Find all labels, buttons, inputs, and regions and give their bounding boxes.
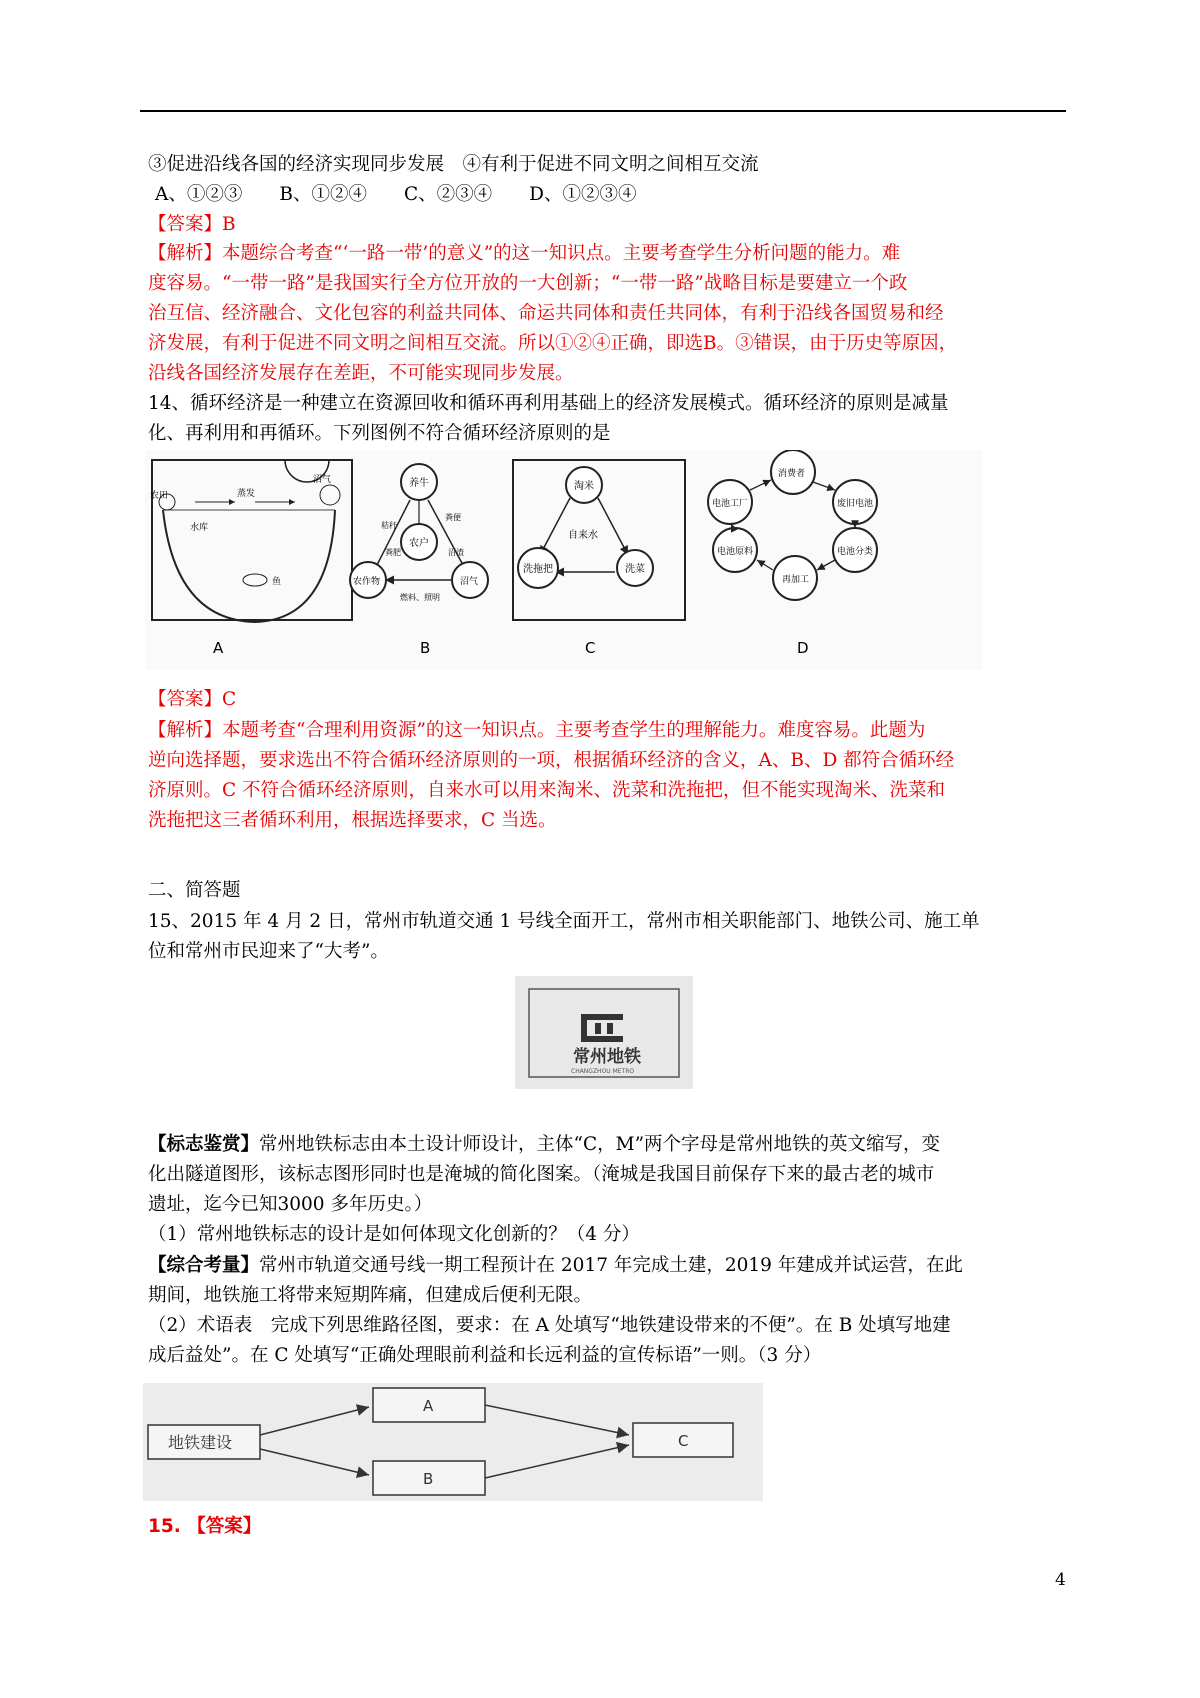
- panel-a-label: A: [213, 639, 224, 657]
- q15-sub2-line: 成后益处”。在 C 处填写“正确处理眼前利益和长远利益的宣传标语”一则。（3 分）: [148, 1345, 822, 1366]
- q14-figure: [145, 450, 983, 670]
- node-label: 电池分类: [837, 547, 874, 557]
- q15-consider-line: 期间，地铁施工将带来短期阵痛，但建成后便利无限。: [148, 1285, 593, 1306]
- edge-label: 秸秆: [381, 521, 397, 530]
- node-label: 电池原料: [717, 547, 754, 557]
- q15-sub2-line: （2）术语表 完成下列思维路径图，要求：在 A 处填写“地铁建设带来的不便”。在 B 处填写地建: [148, 1315, 951, 1336]
- node-label: 再加工: [782, 575, 810, 585]
- center-label: 自来水: [568, 530, 598, 541]
- panel-a: [150, 460, 352, 657]
- edge-label: 粪肥: [385, 548, 401, 557]
- node-label: 养牛: [409, 478, 429, 489]
- edge-label: 粪便: [445, 513, 461, 522]
- q13-choices: A、①②③ B、①②④ C、②③④ D、①②③④: [155, 184, 637, 205]
- header-rule: [140, 110, 1066, 112]
- node-label: 农作物: [353, 577, 381, 587]
- q15-answer-label: 15. 【答案】: [148, 1516, 262, 1537]
- panel-a-text: 蒸发: [237, 489, 256, 499]
- q15-appreciation-line: [148, 1130, 940, 1160]
- panel-c: [513, 460, 685, 657]
- panel-a-text: 鱼: [272, 577, 282, 587]
- q13-analysis-line: 【解析】本题综合考查“‘一路一带’的意义”的这一知识点。主要考查学生分析问题的能力。难: [148, 243, 901, 264]
- q15-stem-line: 位和常州市民迎来了“大考”。: [148, 941, 389, 962]
- q15-appreciation-line: 化出隧道图形，该标志图形同时也是淹城的简化图案。（淹城是我国目前保存下来的最古老的城市: [148, 1164, 935, 1185]
- start-node-label: 地铁建设: [168, 1433, 233, 1452]
- section-title: 二、简答题: [148, 880, 241, 901]
- page-number: 4: [1055, 1570, 1066, 1590]
- panel-a-text: 水库: [190, 523, 209, 533]
- node-label: 电池工厂: [712, 499, 749, 509]
- appreciation-text: 常州地铁标志由本土设计师设计，主体“C，M”两个字母是常州地铁的英文缩写，变: [259, 1134, 941, 1155]
- q15-consider-line: [148, 1251, 963, 1281]
- metro-logo-mark: [581, 1014, 623, 1042]
- metro-logo: [515, 976, 693, 1089]
- panel-a-text: 农田: [150, 491, 169, 501]
- q15-sub1: （1）常州地铁标志的设计是如何体现文化创新的？（4 分）: [148, 1224, 640, 1245]
- q13-analysis-line: 济发展，有利于促进不同文明之间相互交流。所以①②④正确，即选B。③错误，由于历史等原因，: [148, 333, 958, 354]
- panel-c-label: C: [585, 639, 596, 657]
- panel-a-text: 沼气: [313, 475, 332, 485]
- q15-stem-line: 15、2015 年 4 月 2 日，常州市轨道交通 1 号线全面开工，常州市相关职能部门、地铁公司、施工单: [148, 911, 980, 932]
- consider-text: 常州市轨道交通号线一期工程预计在 2017 年完成土建，2019 年建成并试运营，在此: [259, 1255, 963, 1276]
- edge-label: 沼渣: [448, 548, 464, 557]
- panel-b-label: B: [420, 639, 431, 657]
- node-b-label: B: [423, 1470, 434, 1488]
- q14-analysis-line: 济原则。C 不符合循环经济原则，自来水可以用来淘米、洗菜和洗拖把，但不能实现淘米、洗菜和: [148, 780, 946, 801]
- q14-analysis-line: 逆向选择题，要求选出不符合循环经济原则的一项，根据循环经济的含义，A、B、D 都符合循环经: [148, 750, 955, 771]
- q13-analysis-line: 度容易。“一带一路”是我国实行全方位开放的一大创新；“一带一路”战略目标是要建立一个政: [148, 273, 908, 294]
- q13-analysis-line: 治互信、经济融合、文化包容的利益共同体、命运共同体和责任共同体，有利于沿线各国贸易和经: [148, 303, 944, 324]
- q14-stem-line: 14、循环经济是一种建立在资源回收和循环再利用基础上的经济发展模式。循环经济的原则是减量: [148, 393, 949, 414]
- q13-answer: 【答案】B: [148, 214, 236, 235]
- logo-cn: 常州地铁: [573, 1047, 641, 1067]
- node-label: 农户: [409, 538, 429, 549]
- q13-option-line: ③促进沿线各国的经济实现同步发展 ④有利于促进不同文明之间相互交流: [148, 154, 759, 175]
- edge-label: 燃料、照明: [400, 593, 440, 602]
- q14-analysis-line: 【解析】本题考查“合理利用资源”的这一知识点。主要考查学生的理解能力。难度容易。此题为: [148, 720, 926, 741]
- path-diagram: [143, 1383, 763, 1501]
- node-a-label: A: [423, 1397, 434, 1415]
- panel-b: [350, 464, 488, 657]
- appreciation-label: 【标志鉴赏】: [148, 1134, 260, 1155]
- node-label: 消费者: [778, 469, 806, 479]
- node-label: 淘米: [574, 481, 594, 492]
- node-label: 洗拖把: [523, 564, 553, 575]
- logo-en: CHANGZHOU METRO: [571, 1068, 635, 1075]
- q14-stem-line: 化、再利用和再循环。下列图例不符合循环经济原则的是: [148, 423, 611, 444]
- panel-d-label: D: [797, 639, 809, 657]
- panel-d: [708, 450, 877, 657]
- q14-analysis-line: 洗拖把这三者循环利用，根据选择要求，C 当选。: [148, 810, 557, 831]
- node-label: 沼气: [460, 577, 479, 587]
- q13-analysis-line: 沿线各国经济发展存在差距，不可能实现同步发展。: [148, 363, 574, 384]
- node-label: 废旧电池: [837, 499, 874, 509]
- node-label: 洗菜: [625, 564, 645, 575]
- q15-appreciation-line: 遗址，迄今已知3000 多年历史。）: [148, 1194, 433, 1215]
- node-c-label: C: [678, 1432, 689, 1450]
- q14-answer: 【答案】C: [148, 689, 237, 710]
- consider-label: 【综合考量】: [148, 1255, 260, 1276]
